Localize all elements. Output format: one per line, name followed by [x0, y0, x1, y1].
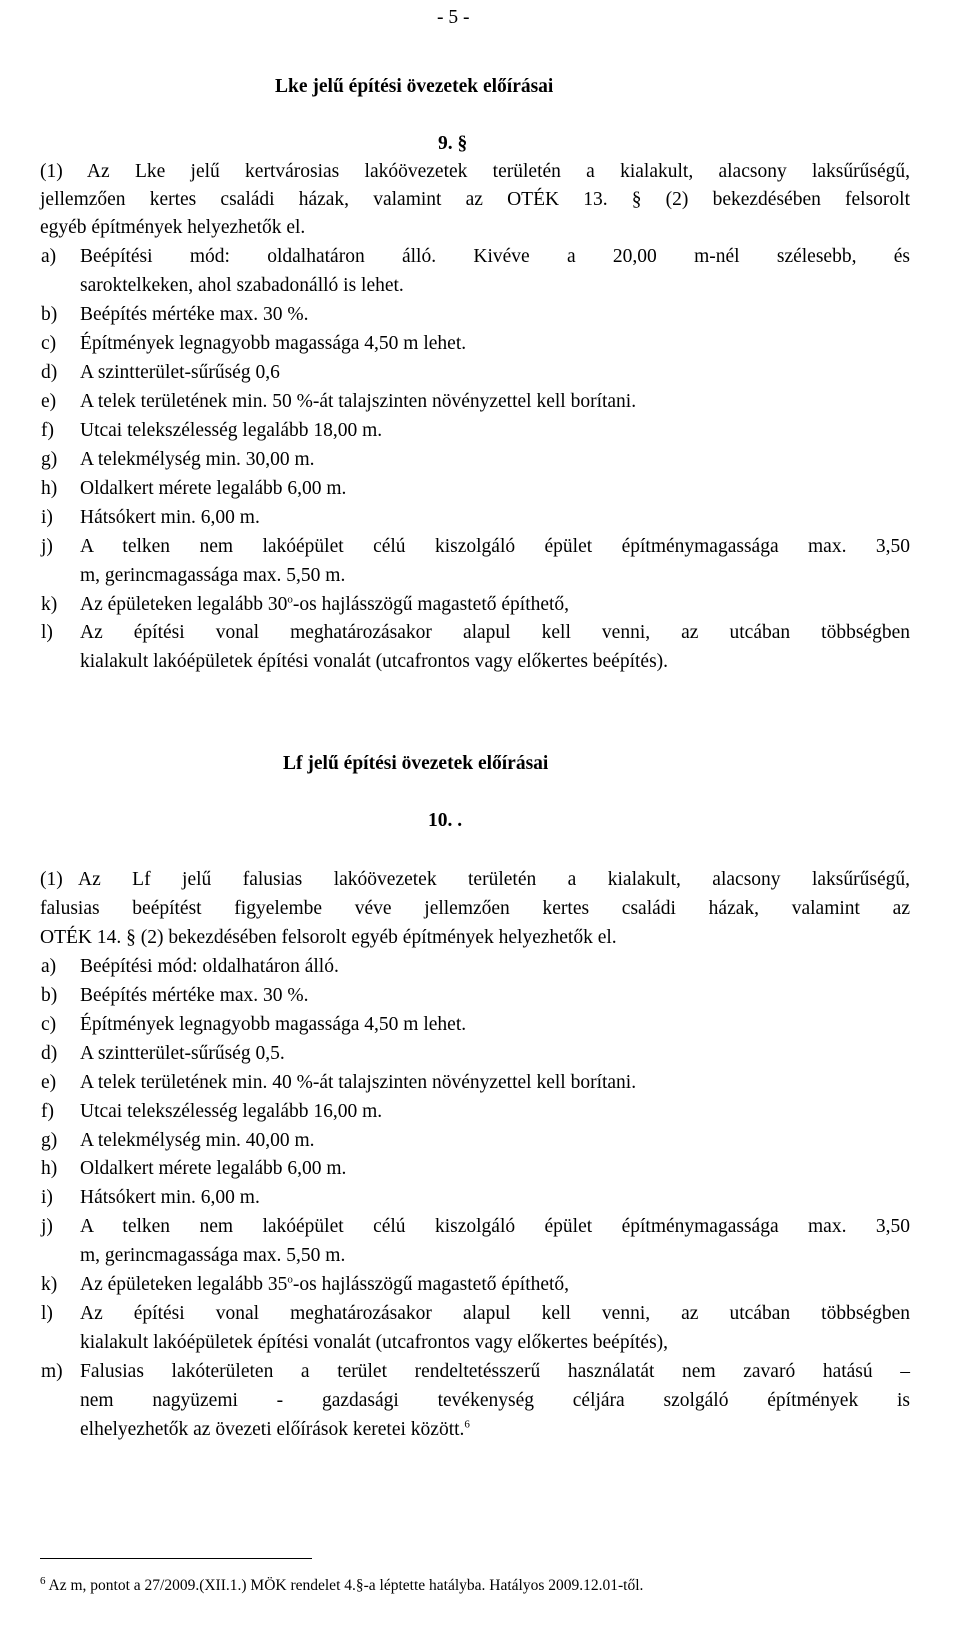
lke-item-k-text: Az épületeken legalább 30$^o$-os hajlásszögű magastető építhető,: [80, 593, 570, 615]
footnote-number: 6: [40, 1574, 46, 1587]
lf-item-i-text: Hátsókert min. 6,00 m.: [80, 1187, 260, 1208]
lf-item-m-line-1: Falusias lakóterületen a terület rendeltetésszerű használatát nem zavaró hatású –: [80, 1361, 910, 1382]
section-number-9: 9. §: [438, 133, 468, 154]
lke-item-d-text: A szintterület-sűrűség 0,6: [80, 362, 280, 383]
footnote-rule: [40, 1558, 312, 1559]
lke-intro-line-1: (1) Az Lke jelű kertvárosias lakóövezetek területén a kialakult, alacsony laksűrűségű,: [40, 161, 910, 182]
lke-item-c-text: Építmények legnagyobb magassága 4,50 m lehet.: [80, 333, 467, 354]
lke-item-k-letter: k): [41, 594, 58, 615]
lke-item-l-letter: l): [41, 622, 53, 643]
lf-item-d-letter: d): [41, 1043, 58, 1064]
lf-item-l-letter: l): [41, 1303, 53, 1324]
lf-item-m-line-2: nem nagyüzemi - gazdasági tevékenység céljára szolgáló építmények is: [80, 1390, 910, 1411]
lke-item-j-letter: j): [41, 536, 53, 557]
lf-intro-line-2: falusias beépítést figyelembe véve jellemzően kertes családi házak, valamint az: [40, 898, 910, 919]
footnote-text: Az m, pontot a 27/2009.(XII.1.) MÖK rendelet 4.§-a léptette hatályba. Hatályos 2009.12.01-től.: [45, 1577, 644, 1594]
lf-intro-line-1: Az Lf jelű falusias lakóövezetek területén a kialakult, alacsony laksűrűségű,: [78, 869, 910, 890]
lke-item-h-letter: h): [41, 478, 58, 499]
lf-item-d-text: A szintterület-sűrűség 0,5.: [80, 1043, 285, 1064]
lf-item-j-letter: j): [41, 1216, 53, 1237]
lke-item-i-letter: i): [41, 507, 53, 528]
lf-item-m-letter: m): [41, 1361, 63, 1382]
lf-item-c-text: Építmények legnagyobb magassága 4,50 m lehet.: [80, 1014, 467, 1035]
lf-item-c-letter: c): [41, 1014, 57, 1035]
lke-item-a-letter: a): [41, 246, 57, 267]
lke-item-f-letter: f): [41, 420, 54, 441]
lf-item-e-letter: e): [41, 1072, 57, 1093]
lke-item-j-line-2: m, gerincmagassága max. 5,50 m.: [80, 565, 346, 586]
lf-item-h-letter: h): [41, 1158, 58, 1179]
lf-item-b-text: Beépítés mértéke max. 30 %.: [80, 985, 309, 1006]
lf-item-g-text: A telekmélység min. 40,00 m.: [80, 1130, 315, 1151]
lke-item-h-text: Oldalkert mérete legalább 6,00 m.: [80, 478, 347, 499]
lf-item-l-line-1: Az építési vonal meghatározásakor alapul kell venni, az utcában többségben: [80, 1303, 910, 1324]
lf-item-h-text: Oldalkert mérete legalább 6,00 m.: [80, 1158, 347, 1179]
lf-item-a-text: Beépítési mód: oldalhatáron álló.: [80, 956, 339, 977]
lke-item-e-text: A telek területének min. 50 %-át talajszinten növényzettel kell borítani.: [80, 391, 637, 412]
lke-item-g-letter: g): [41, 449, 58, 470]
lke-item-l-line-1: Az építési vonal meghatározásakor alapul kell venni, az utcában többségben: [80, 622, 910, 643]
lf-intro-number: (1): [40, 869, 63, 890]
lke-item-b-letter: b): [41, 304, 58, 325]
lke-item-c-letter: c): [41, 333, 57, 354]
lf-item-e-text: A telek területének min. 40 %-át talajszinten növényzettel kell borítani.: [80, 1072, 637, 1093]
lf-intro-line-3: OTÉK 14. § (2) bekezdésében felsorolt egyéb építmények helyezhetők el.: [40, 927, 617, 948]
lf-item-a-letter: a): [41, 956, 57, 977]
lf-item-f-letter: f): [41, 1101, 54, 1122]
lf-item-m-line-3: elhelyezhetők az övezeti előírások keretei között.$^6$: [80, 1418, 470, 1440]
lf-item-j-line-2: m, gerincmagassága max. 5,50 m.: [80, 1245, 346, 1266]
lf-item-f-text: Utcai telekszélesség legalább 16,00 m.: [80, 1101, 383, 1122]
lke-item-g-text: A telekmélység min. 30,00 m.: [80, 449, 315, 470]
lke-item-e-letter: e): [41, 391, 57, 412]
lf-item-k-text: Az épületeken legalább 35$^o$-os hajlásszögű magastető építhető,: [80, 1273, 570, 1295]
lke-item-f-text: Utcai telekszélesség legalább 18,00 m.: [80, 420, 383, 441]
lf-item-l-line-2: kialakult lakóépületek építési vonalát (utcafrontos vagy előkertes beépítés),: [80, 1332, 669, 1353]
lke-item-i-text: Hátsókert min. 6,00 m.: [80, 507, 260, 528]
lke-item-d-letter: d): [41, 362, 58, 383]
footnote-reference[interactable]: 6: [464, 1418, 470, 1431]
lf-item-j-line-1: A telken nem lakóépület célú kiszolgáló épület építménymagassága max. 3,50: [80, 1216, 910, 1237]
lke-intro-line-2: jellemzően kertes családi házak, valamint az OTÉK 13. § (2) bekezdésében felsorolt: [40, 189, 910, 210]
lke-item-b-text: Beépítés mértéke max. 30 %.: [80, 304, 309, 325]
footnote: [40, 1574, 643, 1598]
lke-item-j-line-1: A telken nem lakóépület célú kiszolgáló épület építménymagassága max. 3,50: [80, 536, 910, 557]
lke-item-a-line-2: saroktelkeken, ahol szabadonálló is lehet.: [80, 275, 404, 296]
page-number: - 5 -: [437, 7, 470, 28]
lf-item-k-letter: k): [41, 1274, 58, 1295]
lke-item-a-line-1: Beépítési mód: oldalhatáron álló. Kivéve a 20,00 m-nél szélesebb, és: [80, 246, 910, 267]
lke-intro-line-3: egyéb építmények helyezhetők el.: [40, 217, 306, 238]
section-number-10: 10. .: [428, 810, 463, 831]
lf-item-b-letter: b): [41, 985, 58, 1006]
section-title-lf: Lf jelű építési övezetek előírásai: [283, 753, 549, 774]
lf-item-i-letter: i): [41, 1187, 53, 1208]
section-title-lke: Lke jelű építési övezetek előírásai: [275, 76, 554, 97]
lf-item-g-letter: g): [41, 1130, 58, 1151]
lke-item-l-line-2: kialakult lakóépületek építési vonalát (utcafrontos vagy előkertes beépítés).: [80, 651, 669, 672]
